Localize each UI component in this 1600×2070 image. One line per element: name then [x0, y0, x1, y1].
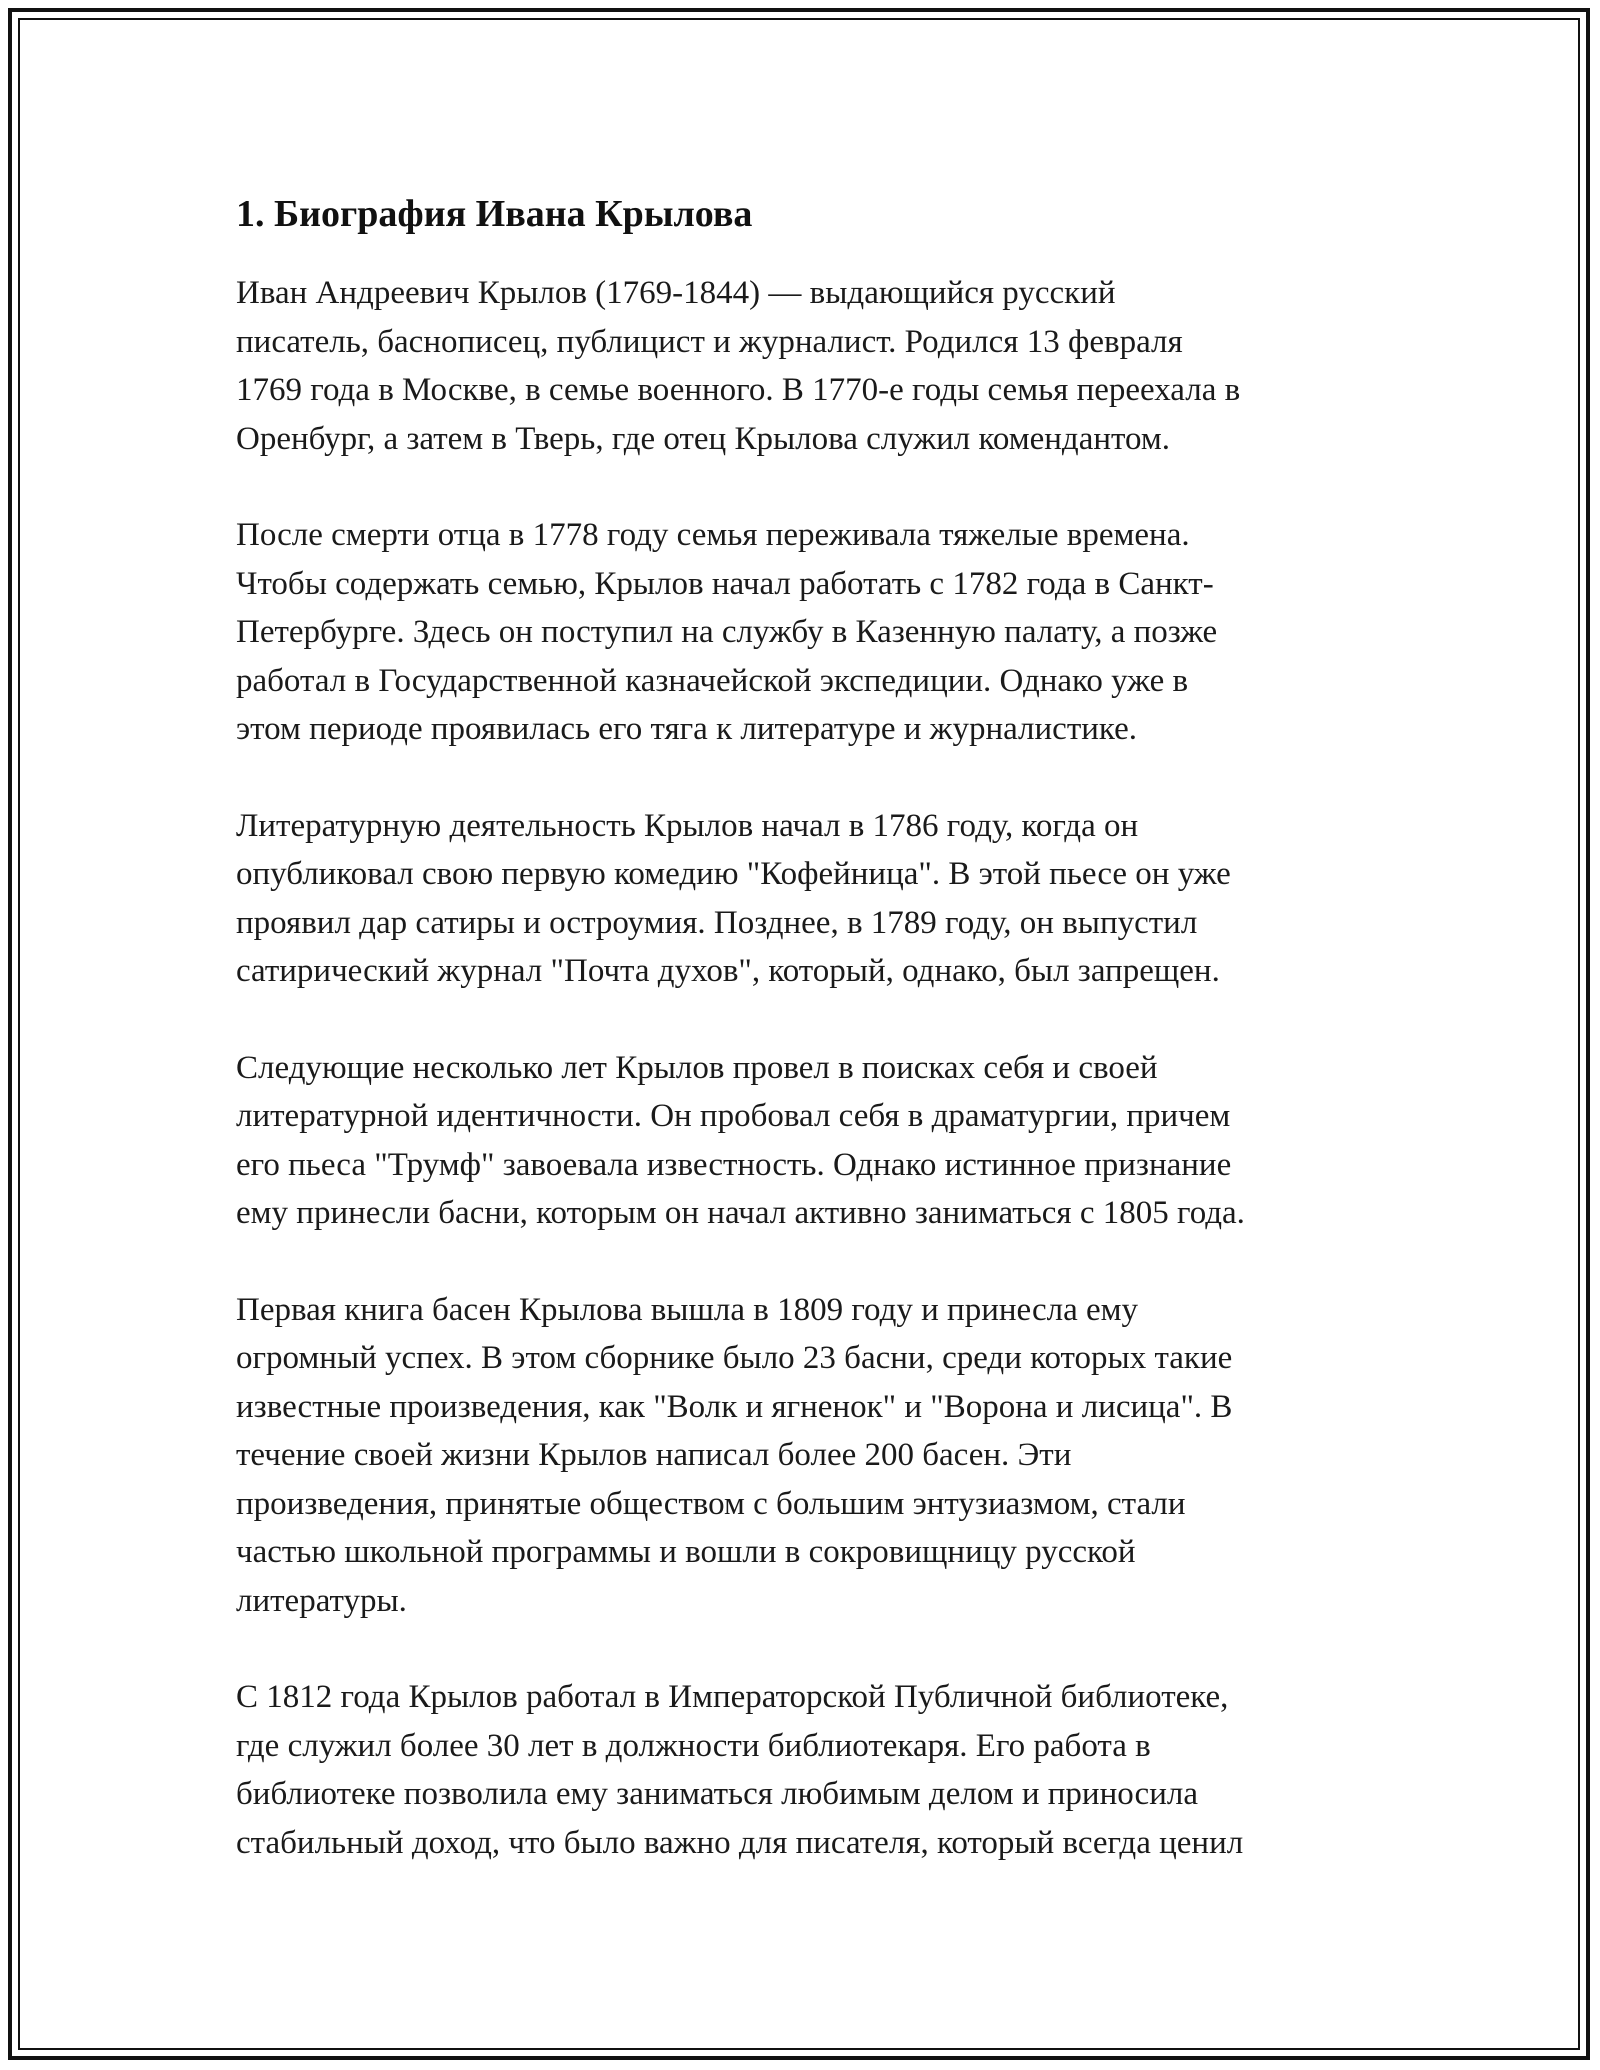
paragraph-1	[236, 269, 1396, 463]
text-line: где служил более 30 лет в должности библиотекаря. Его работа в	[236, 1727, 1151, 1764]
text-line: Чтобы содержать семью, Крылов начал работать с 1782 года в Санкт-	[236, 565, 1214, 602]
text-line: писатель, баснописец, публицист и журналист. Родился 13 февраля	[236, 323, 1183, 360]
text-line: 1769 года в Москве, в семье военного. В 1770-е годы семья переехала в	[236, 372, 1241, 408]
text-line: произведения, принятые обществом с большим энтузиазмом, стали	[236, 1485, 1186, 1522]
text-line: После смерти отца в 1778 году семья переживала тяжелые времена.	[236, 517, 1190, 553]
paragraph-gap	[236, 1625, 1396, 1673]
text-line: Следующие несколько лет Крылов провел в поисках себя и своей	[236, 1049, 1158, 1086]
text-line: С 1812 года Крылов работал в Императорской Публичной библиотеке,	[236, 1679, 1229, 1715]
text-line: проявил дар сатиры и остроумия. Позднее, в 1789 году, он выпустил	[236, 904, 1198, 941]
text-line: этом периоде проявилась его тяга к литературе и журналистике.	[236, 711, 1138, 747]
paragraph-3	[236, 802, 1396, 996]
paragraph-gap	[236, 463, 1396, 511]
text-line: Первая книга басен Крылова вышла в 1809 году и принесла ему	[236, 1291, 1139, 1328]
paragraph-6	[236, 1673, 1396, 1867]
paragraph-4	[236, 1044, 1396, 1238]
paragraph-gap	[236, 1238, 1396, 1286]
text-line: известные произведения, как "Волк и ягненок" и "Ворона и лисица". В	[236, 1388, 1233, 1425]
text-line: огромный успех. В этом сборнике было 23 басни, среди которых такие	[236, 1340, 1233, 1376]
text-line: частью школьной программы и вошли в сокровищницу русской	[236, 1534, 1136, 1570]
text-line: литературной идентичности. Он пробовал себя в драматургии, причем	[236, 1098, 1231, 1134]
text-line: Литературную деятельность Крылов начал в 1786 году, когда он	[236, 807, 1139, 844]
text-line: Иван Андреевич Крылов (1769-1844) — выдающийся русский	[236, 275, 1116, 311]
text-line: ему принесли басни, которым он начал активно заниматься с 1805 года.	[236, 1195, 1245, 1231]
section-heading: 1. Биография Ивана Крылова	[236, 193, 753, 235]
paragraph-gap	[236, 754, 1396, 802]
paragraph-gap	[236, 996, 1396, 1044]
text-line: Петербурге. Здесь он поступил на службу в Казенную палату, а позже	[236, 614, 1218, 650]
text-line: работал в Государственной казначейской экспедиции. Однако уже в	[236, 662, 1189, 699]
document-body	[236, 184, 1396, 1867]
text-line: Оренбург, а затем в Тверь, где отец Крылова служил комендантом.	[236, 420, 1171, 457]
paragraph-5	[236, 1286, 1396, 1626]
text-line: литературы.	[236, 1582, 407, 1619]
text-line: его пьеса "Трумф" завоевала известность. Однако истинное признание	[236, 1146, 1232, 1183]
text-line: течение своей жизни Крылов написал более 200 басен. Эти	[236, 1437, 1072, 1473]
text-line: сатирический журнал "Почта духов", который, однако, был запрещен.	[236, 953, 1220, 989]
text-line: стабильный доход, что было важно для писателя, который всегда ценил	[236, 1824, 1244, 1861]
text-line: опубликовал свою первую комедию "Кофейница". В этой пьесе он уже	[236, 856, 1231, 892]
text-line: библиотеке позволила ему заниматься любимым делом и приносила	[236, 1776, 1198, 1812]
paragraph-2	[236, 511, 1396, 754]
